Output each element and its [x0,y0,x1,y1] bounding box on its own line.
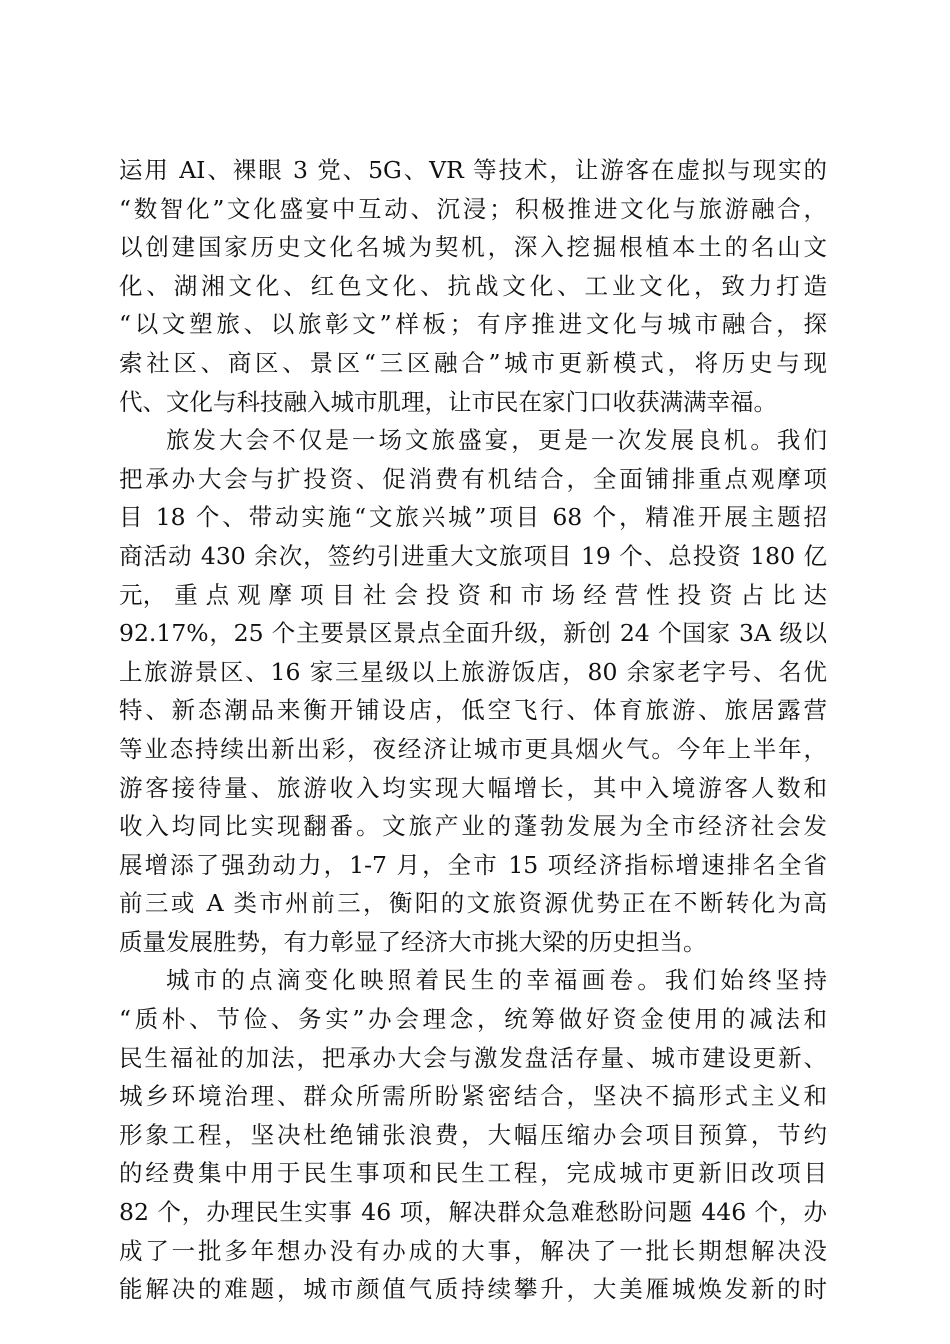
text-line: 旅发大会不仅是一场文旅盛宴，更是一次发展良机。我们 [166,426,827,455]
text-line: 把承办大会与扩投资、促消费有机结合，全面铺排重点观摩项 [119,464,827,493]
text-line: 运用 AI、裸眼 3 党、5G、VR 等技术，让游客在虚拟与现实的 [119,156,827,184]
text-line: 化、湖湘文化、红色文化、抗战文化、工业文化，致力打造 [119,271,827,300]
text-line: “数智化”文化盛宴中互动、沉浸；积极推进文化与旅游融合， [119,194,827,223]
text-line: 形象工程，坚决杜绝铺张浪费，大幅压缩办会项目预算，节约 [119,1120,827,1149]
text-line: 能解决的难题，城市颜值气质持续攀升，大美雁城焕发新的时 [119,1275,827,1304]
text-line: 展增添了强劲动力，1-7 月，全市 15 项经济指标增速排名全省 [119,850,827,879]
document-body [119,151,827,1309]
text-line: 上旅游景区、16 家三星级以上旅游饭店，80 余家老字号、名优 [119,657,827,686]
text-line: 成了一批多年想办没有办成的大事，解决了一批长期想解决没 [119,1236,827,1265]
text-line: 元， 重 点 观 摩 项 目 社 会 投 资 和 市 场 经 营 性 投 资 占 比 达 [119,580,827,609]
text-line: “以文塑旅、以旅彰文”样板；有序推进文化与城市融合，探 [119,310,827,339]
text-line: 目 18 个、带动实施“文旅兴城”项目 68 个，精准开展主题招 [119,503,827,532]
text-line: 以创建国家历史文化名城为契机，深入挖掘根植本土的名山文 [119,233,827,262]
text-line: 质量发展胜势，有力彰显了经济大市挑大梁的历史担当。 [119,927,707,956]
text-line: 82 个，办理民生实事 46 项，解决群众急难愁盼问题 446 个，办 [119,1198,827,1227]
text-line: 代、文化与科技融入城市肌理，让市民在家门口收获满满幸福。 [119,387,777,416]
paragraph-2 [119,421,827,961]
text-line: 索社区、商区、景区“三区融合”城市更新模式，将历史与现 [119,348,827,377]
text-line: 城市的点滴变化映照着民生的幸福画卷。我们始终坚持 [166,966,827,995]
text-line: 前三或 A 类市州前三，衡阳的文旅资源优势正在不断转化为高 [119,889,827,918]
text-line: 特、新态潮品来衡开铺设店，低空飞行、体育旅游、旅居露营 [119,696,827,725]
text-line: 收入均同比实现翻番。文旅产业的蓬勃发展为全市经济社会发 [119,812,827,841]
text-line: 城乡环境治理、群众所需所盼紧密结合，坚决不搞形式主义和 [119,1082,827,1111]
text-line: 的经费集中用于民生事项和民生工程，完成城市更新旧改项目 [119,1159,827,1188]
text-line: 商活动 430 余次，签约引进重大文旅项目 19 个、总投资 180 亿 [119,541,827,570]
text-line: 92.17%，25 个主要景区景点全面升级，新创 24 个国家 3A 级以 [119,619,827,648]
text-line: “质朴、节俭、务实”办会理念，统筹做好资金使用的减法和 [119,1005,827,1034]
paragraph-3 [119,961,827,1308]
text-line: 游客接待量、旅游收入均实现大幅增长，其中入境游客人数和 [119,773,827,802]
paragraph-1 [119,151,827,421]
text-line: 民生福祉的加法，把承办大会与激发盘活存量、城市建设更新、 [119,1043,827,1072]
text-line: 等业态持续出新出彩，夜经济让城市更具烟火气。今年上半年， [119,734,827,763]
